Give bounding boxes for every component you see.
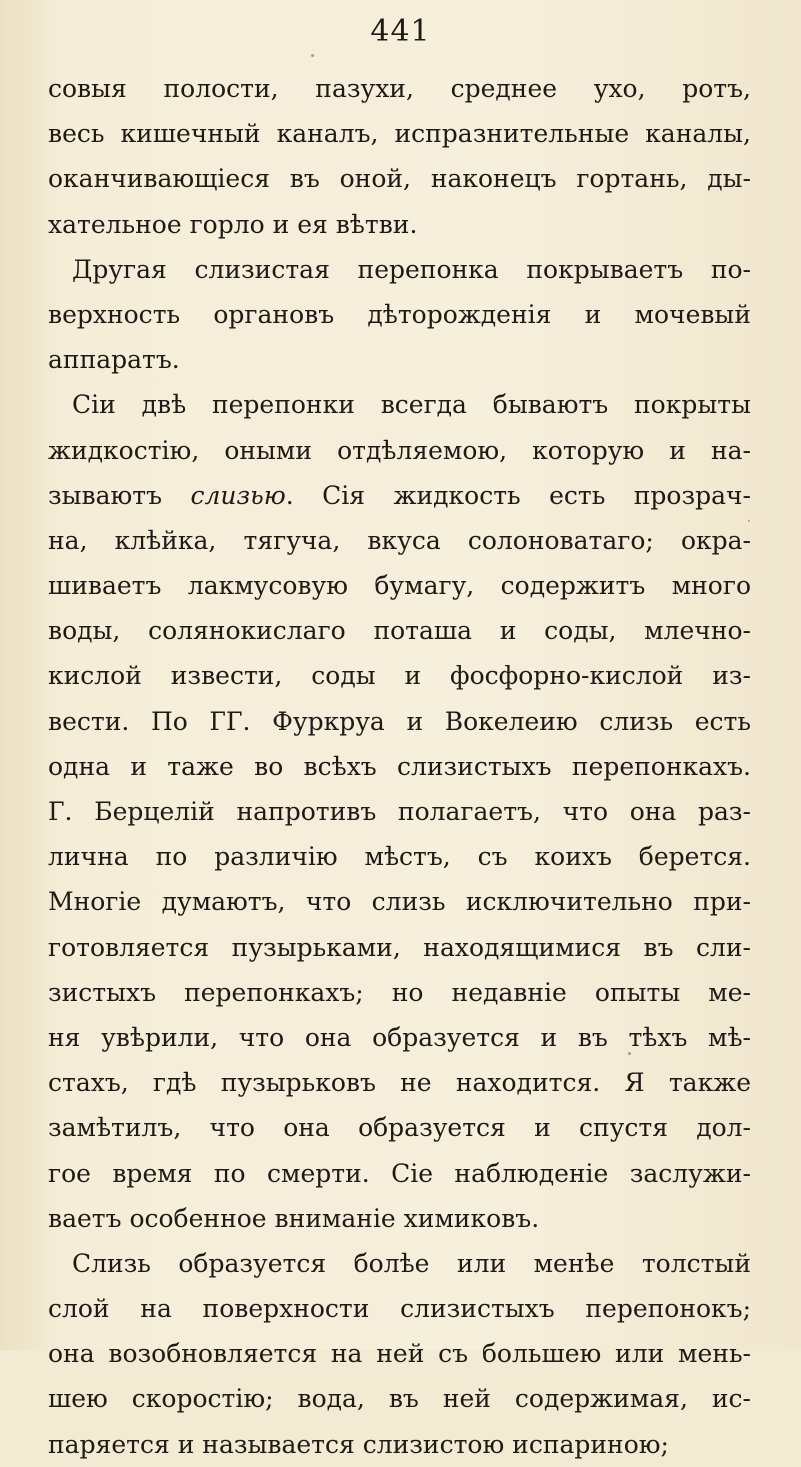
- paragraph: [48, 66, 751, 247]
- text-line: ваетъ особенное вниманіе химиковъ.: [48, 1203, 540, 1233]
- text-line: кислой извести, соды и фосфорно-кислой из-: [48, 661, 751, 691]
- text-line: Сіи двѣ перепонки всегда бываютъ покрыты: [72, 390, 751, 420]
- paragraph: [48, 382, 751, 1241]
- page-number: 441: [370, 14, 431, 49]
- text-line: замѣтилъ, что она образуется и спустя дол-: [48, 1113, 751, 1143]
- italic-term: слизью: [190, 480, 286, 510]
- text-line: шею скоростію; вода, въ ней содержимая, ис-: [48, 1384, 751, 1414]
- text-line: оканчивающіеся въ оной, наконецъ гортань, ды-: [48, 164, 751, 194]
- text-line: Другая слизистая перепонка покрываетъ по-: [72, 254, 751, 284]
- text-line: Многіе думаютъ, что слизь исключительно при-: [48, 887, 751, 917]
- text-line: весь кишечный каналъ, испразнительные каналы,: [48, 119, 751, 149]
- text-line: совыя полости, пазухи, среднее ухо, ротъ,: [48, 74, 751, 103]
- text-line: готовляется пузырьками, находящимися въ сли-: [48, 932, 751, 962]
- text-line: Слизь образуется болѣе или менѣе толстый: [72, 1248, 751, 1278]
- text-line: паряется и называется слизистою испариною;: [48, 1429, 669, 1459]
- text-line: жидкостію, оными отдѣляемою, которую и на-: [48, 435, 751, 465]
- text-line: гое время по смерти. Сіе наблюденіе заслужи-: [48, 1158, 751, 1188]
- text-segment: зываютъ: [48, 480, 191, 510]
- text-line: [48, 473, 751, 518]
- text-line: воды, солянокислаго поташа и соды, млечно-: [48, 616, 751, 646]
- ink-speck: [748, 520, 750, 522]
- text-line: Г. Берцелій напротивъ полагаетъ, что она раз-: [48, 797, 751, 826]
- text-line: зистыхъ перепонкахъ; но недавніе опыты ме-: [48, 977, 751, 1007]
- ink-speck: [311, 54, 314, 57]
- text-line: ня увѣрили, что она образуется и въ тѣхъ мѣ-: [48, 1022, 751, 1052]
- text-line: шиваетъ лакмусовую бумагу, содержитъ много: [48, 571, 751, 601]
- text-line: стахъ, гдѣ пузырьковъ не находится. Я также: [48, 1068, 751, 1098]
- text-line: хательное горло и ея вѣтви.: [48, 209, 418, 239]
- text-line: на, клѣйка, тягуча, вкуса солоноватаго; окра-: [48, 525, 751, 555]
- paragraph: [48, 247, 751, 383]
- text-line: верхность органовъ дѣторожденія и мочевый: [48, 299, 751, 329]
- paragraph: [48, 1241, 751, 1467]
- text-line: аппаратъ.: [48, 345, 180, 375]
- text-line: слой на поверхности слизистыхъ перепонокъ;: [48, 1294, 751, 1324]
- text-line: вести. По ГГ. Фуркруа и Вокелеию слизь есть: [48, 706, 751, 736]
- text-line: она возобновляется на ней съ большею или мень-: [48, 1339, 751, 1369]
- text-line: лична по различію мѣстъ, съ коихъ берется.: [48, 842, 751, 872]
- body-text: [48, 66, 751, 1467]
- ink-speck: [628, 1052, 631, 1055]
- text-line: одна и таже во всѣхъ слизистыхъ перепонкахъ.: [48, 751, 751, 781]
- text-segment: . Сія жидкость есть прозрач-: [285, 480, 752, 510]
